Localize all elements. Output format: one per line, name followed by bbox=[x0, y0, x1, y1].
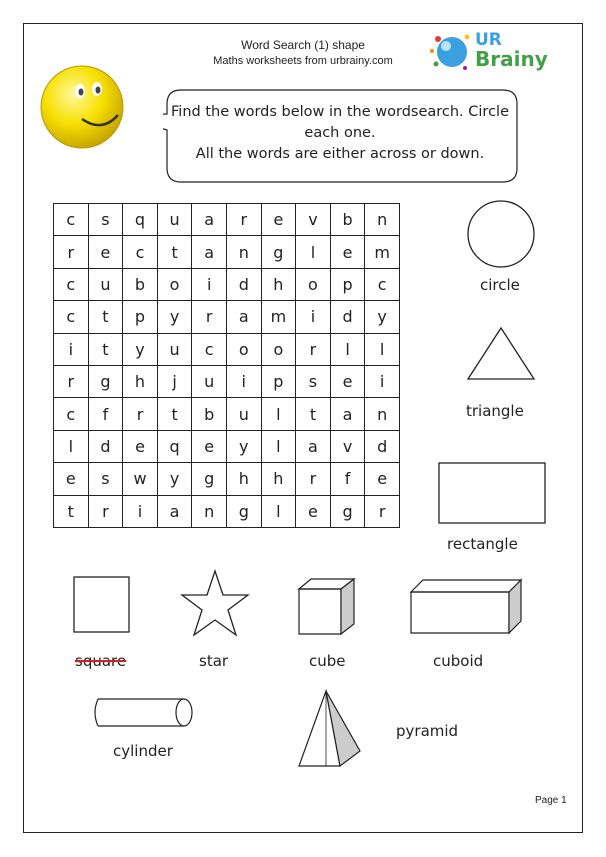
grid-cell[interactable]: s bbox=[296, 365, 331, 397]
word-star: star bbox=[199, 652, 229, 670]
grid-cell[interactable]: v bbox=[330, 430, 365, 462]
word-circle: circle bbox=[480, 276, 520, 294]
grid-cell[interactable]: f bbox=[330, 463, 365, 495]
grid-cell[interactable]: e bbox=[365, 463, 400, 495]
grid-cell[interactable]: c bbox=[192, 333, 227, 365]
grid-cell[interactable]: f bbox=[88, 398, 123, 430]
grid-cell[interactable]: t bbox=[54, 495, 89, 527]
grid-cell[interactable]: v bbox=[296, 204, 331, 236]
grid-cell[interactable]: u bbox=[226, 398, 261, 430]
grid-cell[interactable]: h bbox=[261, 268, 296, 300]
grid-cell[interactable]: r bbox=[88, 495, 123, 527]
grid-cell[interactable]: d bbox=[88, 430, 123, 462]
grid-cell[interactable]: w bbox=[123, 463, 158, 495]
grid-cell[interactable]: d bbox=[330, 301, 365, 333]
grid-cell[interactable]: r bbox=[54, 236, 89, 268]
grid-cell[interactable]: c bbox=[54, 268, 89, 300]
word-cylinder: cylinder bbox=[113, 742, 173, 760]
grid-cell[interactable]: p bbox=[330, 268, 365, 300]
word-square: square bbox=[75, 652, 127, 670]
grid-cell[interactable]: d bbox=[226, 268, 261, 300]
worksheet-subtitle: Maths worksheets from urbrainy.com bbox=[213, 55, 393, 67]
grid-cell[interactable]: l bbox=[296, 236, 331, 268]
grid-cell[interactable]: h bbox=[123, 365, 158, 397]
grid-row bbox=[54, 463, 400, 495]
word-rectangle: rectangle bbox=[447, 535, 518, 553]
grid-cell[interactable]: e bbox=[123, 430, 158, 462]
grid-cell[interactable]: l bbox=[54, 430, 89, 462]
cube-shape-icon bbox=[297, 577, 359, 637]
instructions-line-2: each one. bbox=[304, 125, 376, 141]
grid-cell[interactable]: i bbox=[365, 365, 400, 397]
grid-row bbox=[54, 495, 400, 527]
grid-cell[interactable]: r bbox=[192, 301, 227, 333]
grid-cell[interactable]: u bbox=[157, 333, 192, 365]
grid-cell[interactable]: n bbox=[365, 204, 400, 236]
worksheet-title: Word Search (1) shape bbox=[241, 38, 365, 52]
grid-cell[interactable]: y bbox=[157, 301, 192, 333]
grid-cell[interactable]: a bbox=[330, 398, 365, 430]
grid-cell[interactable]: e bbox=[88, 236, 123, 268]
cuboid-shape-icon bbox=[409, 578, 523, 636]
grid-cell[interactable]: t bbox=[88, 333, 123, 365]
instructions-text bbox=[170, 102, 510, 165]
instructions-line-1: Find the words below in the wordsearch. Circle bbox=[171, 104, 509, 120]
grid-cell[interactable]: q bbox=[157, 430, 192, 462]
smiley-face-icon bbox=[38, 63, 128, 153]
grid-cell[interactable]: a bbox=[226, 301, 261, 333]
grid-row bbox=[54, 301, 400, 333]
grid-cell[interactable]: t bbox=[157, 398, 192, 430]
grid-cell[interactable]: c bbox=[54, 301, 89, 333]
grid-cell[interactable]: n bbox=[365, 398, 400, 430]
grid-cell[interactable]: b bbox=[192, 398, 227, 430]
logo-text-brainy: Brainy bbox=[475, 47, 548, 71]
grid-cell[interactable]: i bbox=[226, 365, 261, 397]
grid-cell[interactable]: d bbox=[365, 430, 400, 462]
grid-cell[interactable]: e bbox=[261, 204, 296, 236]
grid-cell[interactable]: m bbox=[261, 301, 296, 333]
grid-row bbox=[54, 398, 400, 430]
grid-cell[interactable]: o bbox=[261, 333, 296, 365]
grid-cell[interactable]: e bbox=[330, 365, 365, 397]
star-shape-icon bbox=[179, 568, 251, 638]
grid-cell[interactable]: o bbox=[157, 268, 192, 300]
grid-cell[interactable]: r bbox=[123, 398, 158, 430]
triangle-shape-icon bbox=[466, 326, 536, 382]
grid-cell[interactable]: r bbox=[296, 463, 331, 495]
grid-row bbox=[54, 268, 400, 300]
word-pyramid: pyramid bbox=[396, 722, 459, 740]
grid-row bbox=[54, 204, 400, 236]
grid-cell[interactable]: o bbox=[296, 268, 331, 300]
grid-cell[interactable]: e bbox=[54, 463, 89, 495]
grid-cell[interactable]: b bbox=[123, 268, 158, 300]
grid-cell[interactable]: e bbox=[296, 495, 331, 527]
rectangle-shape-icon bbox=[438, 462, 548, 526]
grid-cell[interactable]: p bbox=[123, 301, 158, 333]
grid-cell[interactable]: c bbox=[54, 204, 89, 236]
grid-cell[interactable]: n bbox=[226, 236, 261, 268]
grid-cell[interactable]: i bbox=[192, 268, 227, 300]
grid-cell[interactable]: a bbox=[192, 236, 227, 268]
grid-cell[interactable]: c bbox=[54, 398, 89, 430]
grid-cell[interactable]: m bbox=[365, 236, 400, 268]
grid-cell[interactable]: y bbox=[123, 333, 158, 365]
grid-cell[interactable]: a bbox=[296, 430, 331, 462]
grid-cell[interactable]: g bbox=[261, 236, 296, 268]
grid-cell[interactable]: a bbox=[192, 204, 227, 236]
grid-cell[interactable]: h bbox=[226, 463, 261, 495]
grid-cell[interactable]: b bbox=[330, 204, 365, 236]
grid-cell[interactable]: l bbox=[330, 333, 365, 365]
grid-cell[interactable]: g bbox=[88, 365, 123, 397]
grid-cell[interactable]: t bbox=[296, 398, 331, 430]
grid-cell[interactable]: g bbox=[330, 495, 365, 527]
grid-cell[interactable]: l bbox=[261, 430, 296, 462]
grid-cell[interactable]: s bbox=[88, 204, 123, 236]
grid-cell[interactable]: t bbox=[157, 236, 192, 268]
grid-cell[interactable]: r bbox=[226, 204, 261, 236]
word-cuboid: cuboid bbox=[433, 652, 484, 670]
grid-cell[interactable]: l bbox=[261, 398, 296, 430]
grid-cell[interactable]: r bbox=[54, 365, 89, 397]
grid-cell[interactable]: j bbox=[157, 365, 192, 397]
grid-cell[interactable]: i bbox=[123, 495, 158, 527]
grid-cell[interactable]: n bbox=[192, 495, 227, 527]
square-shape-icon bbox=[72, 575, 132, 635]
grid-cell[interactable]: i bbox=[296, 301, 331, 333]
grid-cell[interactable]: l bbox=[261, 495, 296, 527]
instructions-line-3: All the words are either across or down. bbox=[195, 146, 485, 162]
grid-cell[interactable]: a bbox=[157, 495, 192, 527]
grid-cell[interactable]: c bbox=[123, 236, 158, 268]
grid-cell[interactable]: h bbox=[261, 463, 296, 495]
grid-cell[interactable]: y bbox=[365, 301, 400, 333]
grid-row bbox=[54, 430, 400, 462]
grid-cell[interactable]: s bbox=[88, 463, 123, 495]
grid-cell[interactable]: c bbox=[365, 268, 400, 300]
pyramid-shape-icon bbox=[296, 689, 364, 769]
grid-cell[interactable]: u bbox=[157, 204, 192, 236]
urbrainy-logo bbox=[430, 30, 550, 80]
word-triangle: triangle bbox=[466, 402, 524, 420]
grid-cell[interactable]: g bbox=[226, 495, 261, 527]
grid-cell[interactable]: r bbox=[296, 333, 331, 365]
grid-cell[interactable]: e bbox=[330, 236, 365, 268]
grid-cell[interactable]: y bbox=[157, 463, 192, 495]
word-cube: cube bbox=[309, 652, 346, 670]
grid-row bbox=[54, 236, 400, 268]
grid-cell[interactable]: u bbox=[88, 268, 123, 300]
grid-row bbox=[54, 333, 400, 365]
grid-row bbox=[54, 365, 400, 397]
grid-cell[interactable]: t bbox=[88, 301, 123, 333]
word-search-grid bbox=[53, 203, 400, 528]
grid-cell[interactable]: g bbox=[192, 463, 227, 495]
grid-cell[interactable]: l bbox=[365, 333, 400, 365]
circle-shape-icon bbox=[466, 199, 536, 269]
grid-cell[interactable]: o bbox=[226, 333, 261, 365]
cylinder-shape-icon bbox=[90, 697, 200, 729]
grid-cell[interactable]: q bbox=[123, 204, 158, 236]
grid-cell[interactable]: r bbox=[365, 495, 400, 527]
logo-text-ur: UR bbox=[475, 30, 502, 50]
grid-cell[interactable]: i bbox=[54, 333, 89, 365]
grid-cell[interactable]: e bbox=[192, 430, 227, 462]
grid-cell[interactable]: u bbox=[192, 365, 227, 397]
grid-cell[interactable]: p bbox=[261, 365, 296, 397]
page-number: Page 1 bbox=[535, 795, 567, 806]
grid-cell[interactable]: y bbox=[226, 430, 261, 462]
